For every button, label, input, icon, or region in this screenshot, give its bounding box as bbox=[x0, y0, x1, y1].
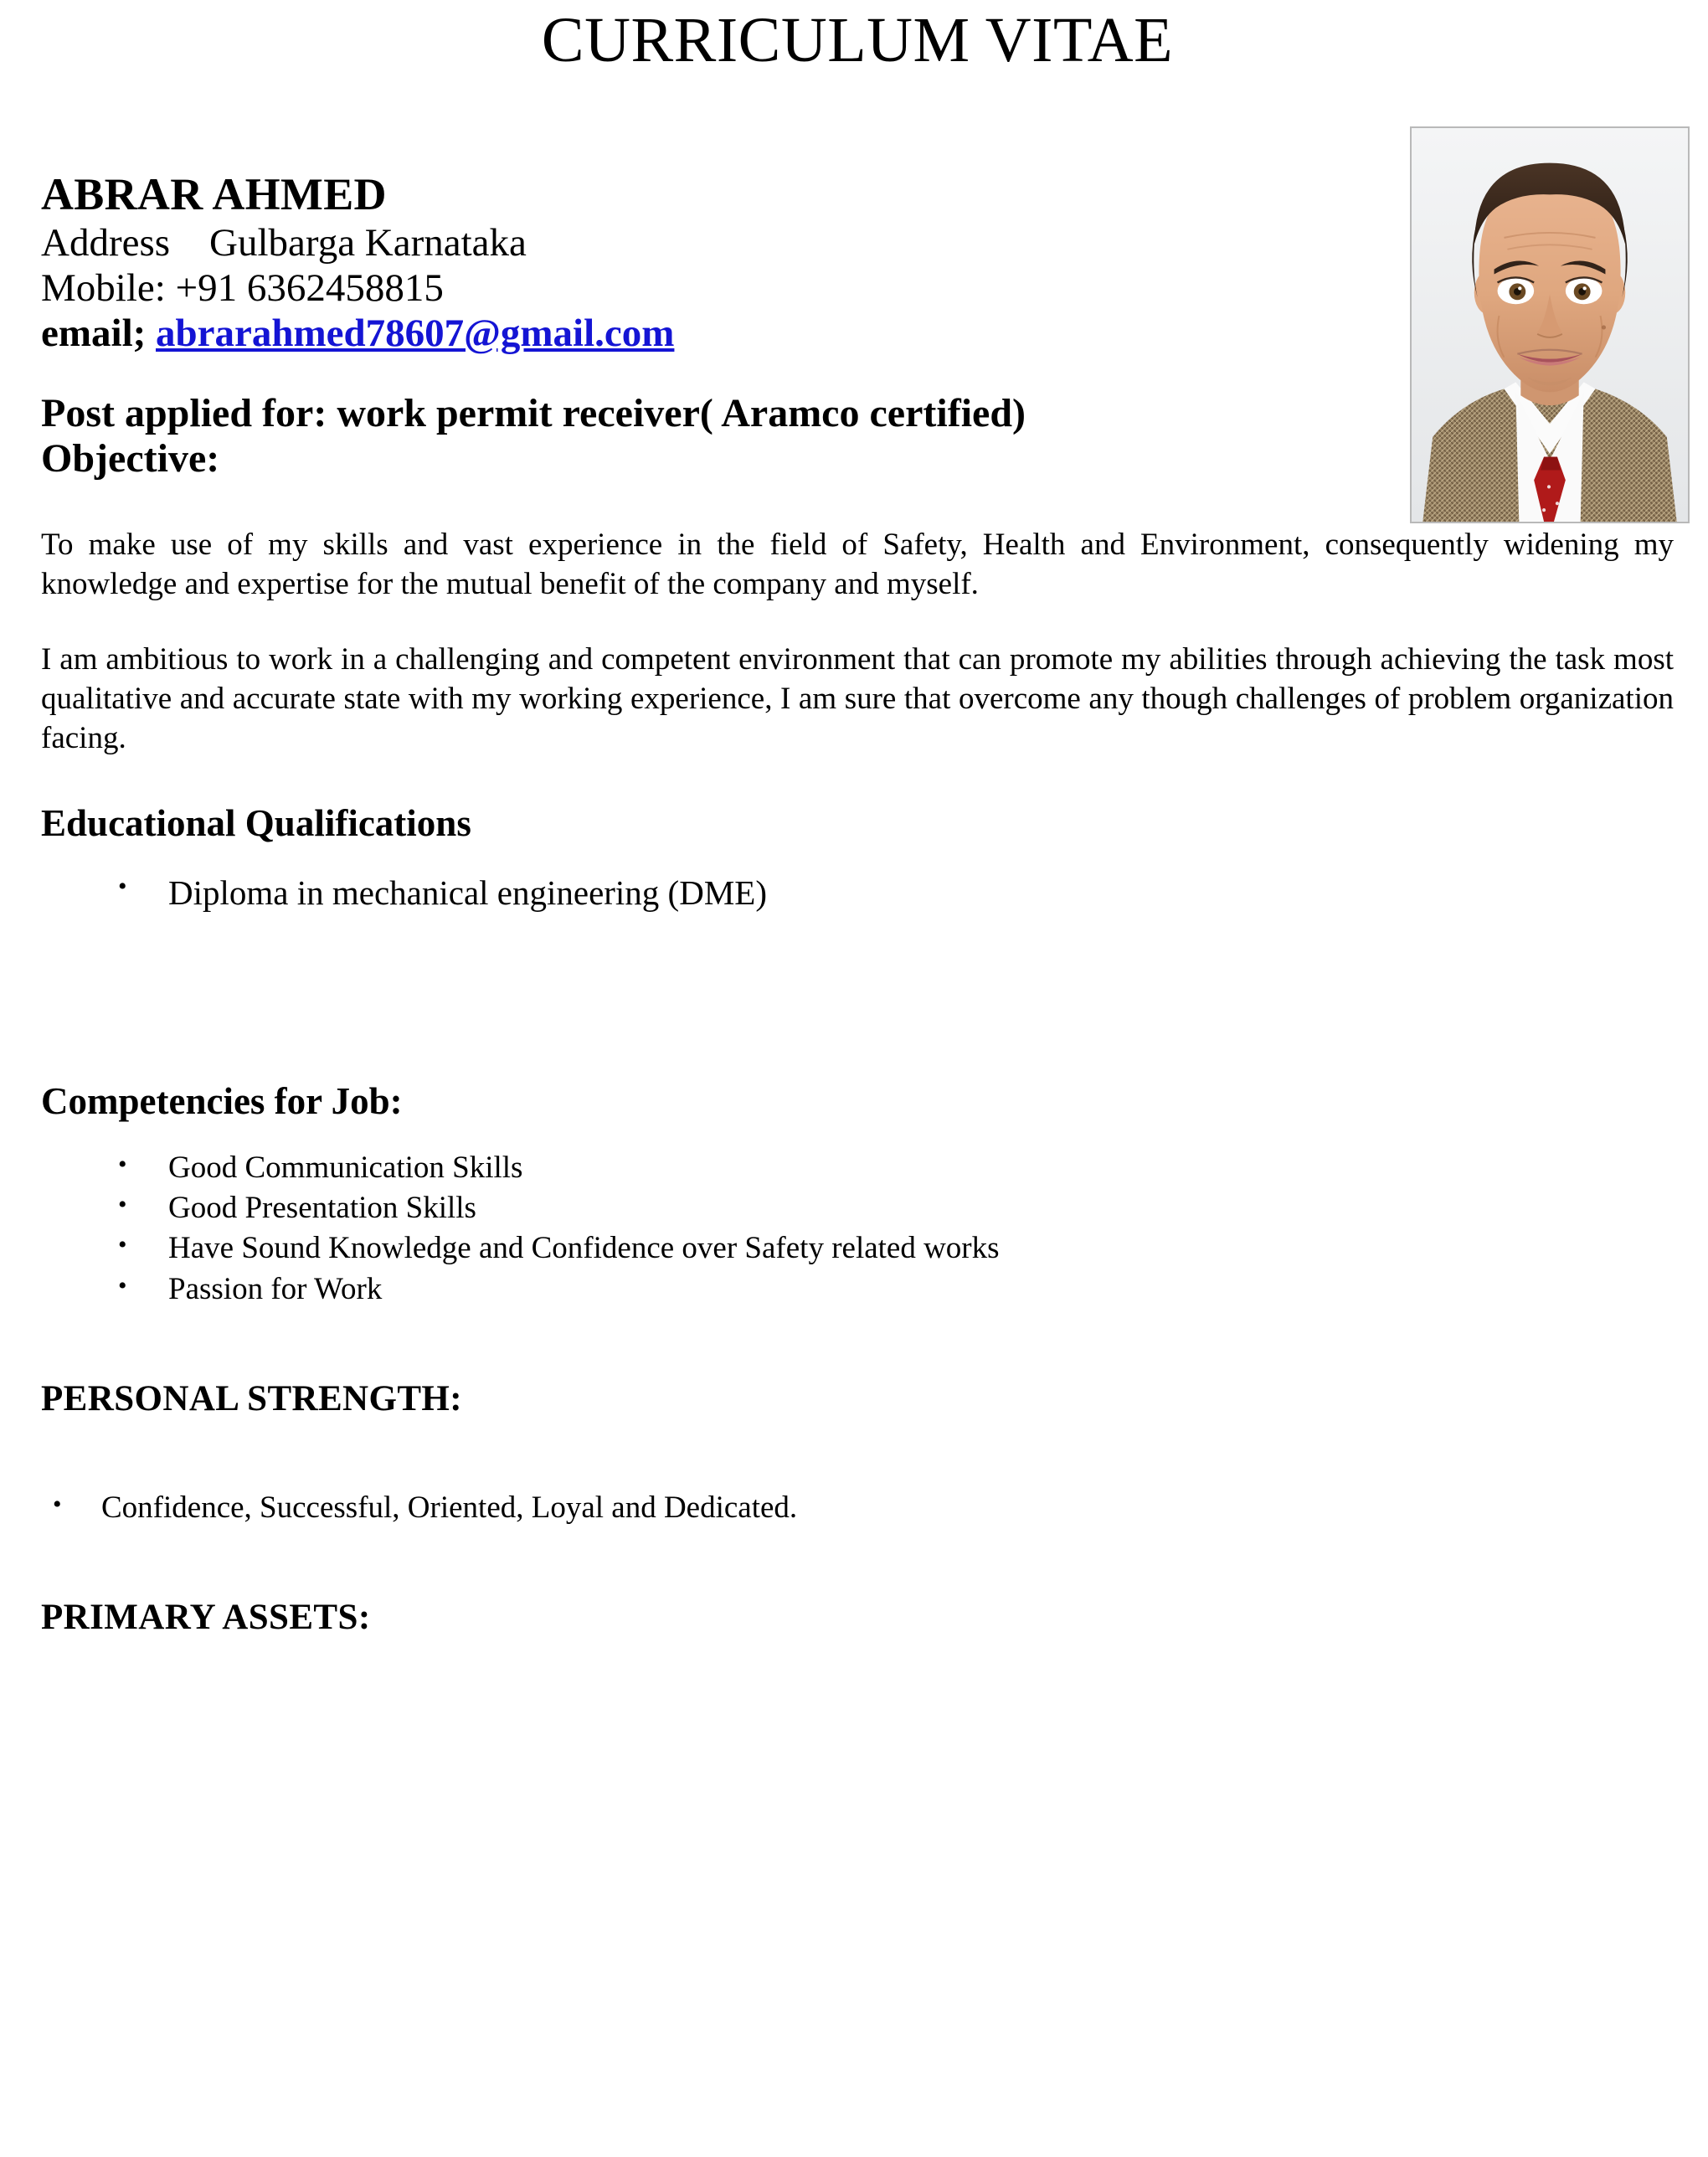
list-item bbox=[41, 1188, 1674, 1228]
identity-block bbox=[41, 171, 1674, 356]
spacer bbox=[41, 845, 1674, 870]
list-item bbox=[41, 1228, 1674, 1269]
education-list bbox=[41, 870, 1674, 915]
section-heading-personal-strength: PERSONAL STRENGTH: bbox=[41, 1378, 463, 1418]
email-line bbox=[41, 311, 1674, 356]
cv-page bbox=[0, 3, 1708, 2157]
bullet-icon: • bbox=[118, 1151, 127, 1179]
bullet-icon: • bbox=[118, 1271, 127, 1300]
spacer bbox=[41, 1123, 1674, 1148]
mobile-line: Mobile: +91 6362458815 bbox=[41, 266, 444, 311]
spacer bbox=[41, 1310, 1674, 1378]
post-applied-heading: Post applied for: work permit receiver( Aramco certified) bbox=[41, 391, 1026, 436]
competency-item-label: Good Communication Skills bbox=[168, 1151, 523, 1186]
list-item bbox=[41, 1269, 1674, 1310]
headline-block bbox=[41, 391, 1674, 481]
section-heading-education: Educational Qualifications bbox=[41, 801, 471, 844]
competency-item-label: Passion for Work bbox=[168, 1271, 383, 1306]
spacer bbox=[41, 1528, 1674, 1597]
personal-strength-list bbox=[41, 1488, 1674, 1528]
email-label: email; bbox=[41, 311, 157, 356]
bullet-icon: • bbox=[118, 1231, 127, 1259]
bullet-icon: • bbox=[118, 1191, 127, 1219]
list-item bbox=[41, 870, 1674, 915]
spacer bbox=[41, 481, 1674, 525]
section-heading-competencies: Competencies for Job: bbox=[41, 1079, 403, 1122]
education-item-label: Diploma in mechanical engineering (DME) bbox=[168, 873, 767, 913]
personal-strength-item-label: Confidence, Successful, Oriented, Loyal and Dedicated. bbox=[101, 1490, 798, 1526]
spacer bbox=[41, 605, 1674, 640]
list-item bbox=[41, 1148, 1674, 1188]
list-item bbox=[41, 1488, 1674, 1528]
competency-item-label: Have Sound Knowledge and Confidence over Safety related works bbox=[168, 1231, 1000, 1266]
objective-heading: Objective: bbox=[41, 436, 220, 481]
candidate-name: ABRAR AHMED bbox=[41, 169, 387, 219]
bullet-icon: • bbox=[53, 1490, 62, 1519]
page-title: CURRICULUM VITAE bbox=[541, 5, 1174, 75]
spacer bbox=[41, 916, 1674, 1080]
email-link[interactable]: abrarahmed78607@gmail.com bbox=[156, 311, 675, 356]
address-line: Address Gulbarga Karnataka bbox=[41, 221, 527, 265]
objective-paragraph-2: I am ambitious to work in a challenging and competent environment that can promote my abilities through achieving the task most qualitative and accurate state with my working experience, I am sure that overcome any though challenges of problem organization facing. bbox=[41, 641, 1674, 756]
competencies-list bbox=[41, 1148, 1674, 1309]
bullet-icon: • bbox=[118, 873, 127, 901]
objective-paragraph-1: To make use of my skills and vast experience in the field of Safety, Health and Environment, consequently widening my knowledge and expertise for the mutual benefit of the company and myself. bbox=[41, 527, 1674, 602]
section-heading-primary-assets: PRIMARY ASSETS: bbox=[41, 1598, 371, 1638]
competency-item-label: Good Presentation Skills bbox=[168, 1191, 476, 1226]
spacer bbox=[41, 759, 1674, 802]
spacer bbox=[41, 1419, 1674, 1488]
